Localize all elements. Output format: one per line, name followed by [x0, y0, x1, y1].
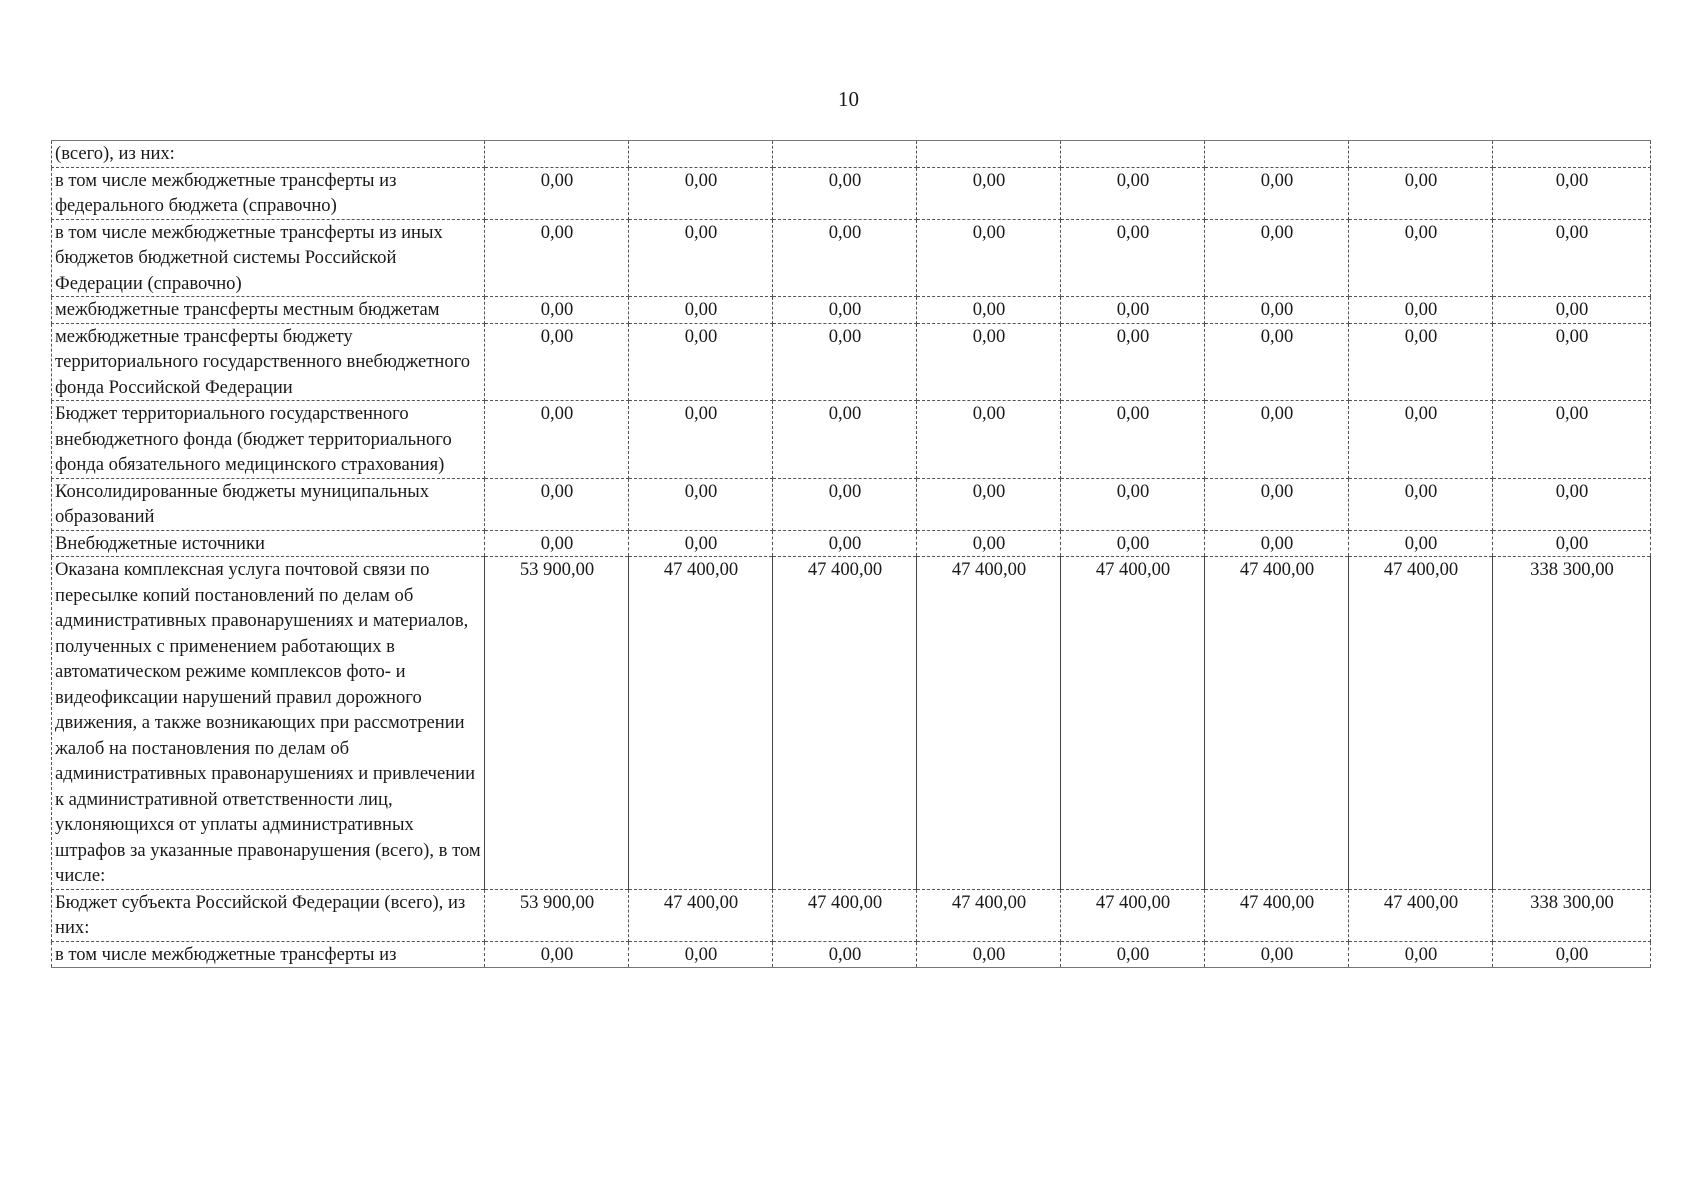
row-label: в том числе межбюджетные трансферты из иных бюджетов бюджетной системы Российской Федерации (справочно): [52, 219, 485, 297]
value-cell: 0,00: [917, 530, 1061, 557]
value-cell: 0,00: [629, 167, 773, 219]
row-label: межбюджетные трансферты бюджету территориального государственного внебюджетного фонда Российской Федерации: [52, 323, 485, 401]
row-label: (всего), из них:: [52, 141, 485, 168]
row-label: межбюджетные трансферты местным бюджетам: [52, 297, 485, 324]
value-cell: 0,00: [917, 401, 1061, 479]
value-cell: 0,00: [1349, 297, 1493, 324]
value-cell: 0,00: [485, 219, 629, 297]
total-cell: 0,00: [1493, 219, 1651, 297]
value-cell: 0,00: [1205, 167, 1349, 219]
value-cell: 0,00: [773, 167, 917, 219]
total-cell: [1493, 141, 1651, 168]
table-row: [52, 323, 1651, 401]
value-cell: 0,00: [1349, 401, 1493, 479]
value-cell: 47 400,00: [1349, 557, 1493, 890]
value-cell: 0,00: [773, 297, 917, 324]
table-row: [52, 941, 1651, 968]
value-cell: 0,00: [629, 401, 773, 479]
value-cell: 0,00: [917, 478, 1061, 530]
table-row: [52, 401, 1651, 479]
value-cell: 0,00: [1349, 478, 1493, 530]
total-cell: 0,00: [1493, 297, 1651, 324]
value-cell: 0,00: [485, 167, 629, 219]
value-cell: 0,00: [485, 478, 629, 530]
value-cell: 0,00: [1349, 941, 1493, 968]
value-cell: 0,00: [485, 401, 629, 479]
value-cell: [1349, 141, 1493, 168]
value-cell: 47 400,00: [1349, 889, 1493, 941]
value-cell: 0,00: [1061, 297, 1205, 324]
budget-table: [51, 140, 1651, 968]
value-cell: 0,00: [485, 941, 629, 968]
total-cell: 0,00: [1493, 941, 1651, 968]
value-cell: 47 400,00: [773, 557, 917, 890]
value-cell: 0,00: [1061, 530, 1205, 557]
row-label: Внебюджетные источники: [52, 530, 485, 557]
table-row: [52, 557, 1651, 890]
value-cell: 0,00: [773, 219, 917, 297]
value-cell: 53 900,00: [485, 557, 629, 890]
value-cell: 47 400,00: [917, 889, 1061, 941]
value-cell: 0,00: [1349, 323, 1493, 401]
total-cell: 0,00: [1493, 323, 1651, 401]
value-cell: 0,00: [629, 297, 773, 324]
value-cell: 47 400,00: [1061, 557, 1205, 890]
value-cell: 0,00: [917, 219, 1061, 297]
value-cell: 0,00: [485, 323, 629, 401]
row-label: Оказана комплексная услуга почтовой связи по пересылке копий постановлений по делам об административных правонарушениях и материалов, полученных с применением работающих в автоматическом режиме комплексов фото- и видеофиксации нарушений правил дорожного движения, а также возникающих при рассмотрении жалоб на постановления по делам об административных правонарушениях и привлечении к административной ответственности лиц, уклоняющихся от уплаты административных штрафов за указанные правонарушения (всего), в том числе:: [52, 557, 485, 890]
value-cell: [773, 141, 917, 168]
value-cell: 0,00: [773, 941, 917, 968]
table-row: [52, 297, 1651, 324]
value-cell: 0,00: [1061, 478, 1205, 530]
value-cell: 53 900,00: [485, 889, 629, 941]
value-cell: 47 400,00: [629, 557, 773, 890]
value-cell: 0,00: [1349, 167, 1493, 219]
total-cell: 338 300,00: [1493, 889, 1651, 941]
value-cell: 0,00: [1061, 167, 1205, 219]
value-cell: 0,00: [629, 530, 773, 557]
value-cell: 0,00: [485, 297, 629, 324]
total-cell: 0,00: [1493, 530, 1651, 557]
row-label: Бюджет субъекта Российской Федерации (всего), из них:: [52, 889, 485, 941]
total-cell: 0,00: [1493, 401, 1651, 479]
value-cell: 0,00: [773, 530, 917, 557]
total-cell: 338 300,00: [1493, 557, 1651, 890]
value-cell: 47 400,00: [773, 889, 917, 941]
value-cell: 0,00: [773, 323, 917, 401]
table-row: [52, 889, 1651, 941]
value-cell: 47 400,00: [1205, 889, 1349, 941]
value-cell: 0,00: [1205, 323, 1349, 401]
value-cell: [1205, 141, 1349, 168]
value-cell: 0,00: [1205, 478, 1349, 530]
table-row: [52, 530, 1651, 557]
total-cell: 0,00: [1493, 167, 1651, 219]
page-number: 10: [838, 87, 859, 111]
value-cell: 0,00: [1205, 297, 1349, 324]
value-cell: 0,00: [629, 941, 773, 968]
value-cell: 0,00: [1205, 219, 1349, 297]
value-cell: 0,00: [1205, 941, 1349, 968]
table-row: [52, 478, 1651, 530]
value-cell: 0,00: [773, 478, 917, 530]
total-cell: 0,00: [1493, 478, 1651, 530]
value-cell: 47 400,00: [1061, 889, 1205, 941]
value-cell: 0,00: [1349, 219, 1493, 297]
value-cell: [485, 141, 629, 168]
value-cell: 0,00: [917, 323, 1061, 401]
value-cell: 0,00: [629, 478, 773, 530]
value-cell: 0,00: [629, 323, 773, 401]
value-cell: 0,00: [485, 530, 629, 557]
value-cell: 0,00: [917, 167, 1061, 219]
row-label: в том числе межбюджетные трансферты из федерального бюджета (справочно): [52, 167, 485, 219]
value-cell: [917, 141, 1061, 168]
value-cell: 0,00: [1205, 530, 1349, 557]
table-row: [52, 141, 1651, 168]
value-cell: 0,00: [773, 401, 917, 479]
value-cell: 0,00: [1061, 941, 1205, 968]
row-label: Бюджет территориального государственного внебюджетного фонда (бюджет территориального фонда обязательного медицинского страхования): [52, 401, 485, 479]
value-cell: 47 400,00: [1205, 557, 1349, 890]
table-row: [52, 167, 1651, 219]
value-cell: 47 400,00: [629, 889, 773, 941]
value-cell: 0,00: [1205, 401, 1349, 479]
value-cell: [1061, 141, 1205, 168]
value-cell: 0,00: [917, 297, 1061, 324]
table-row: [52, 219, 1651, 297]
row-label: в том числе межбюджетные трансферты из: [52, 941, 485, 968]
value-cell: [629, 141, 773, 168]
value-cell: 47 400,00: [917, 557, 1061, 890]
value-cell: 0,00: [1061, 401, 1205, 479]
value-cell: 0,00: [629, 219, 773, 297]
value-cell: 0,00: [1349, 530, 1493, 557]
row-label: Консолидированные бюджеты муниципальных образований: [52, 478, 485, 530]
value-cell: 0,00: [1061, 219, 1205, 297]
value-cell: 0,00: [1061, 323, 1205, 401]
value-cell: 0,00: [917, 941, 1061, 968]
